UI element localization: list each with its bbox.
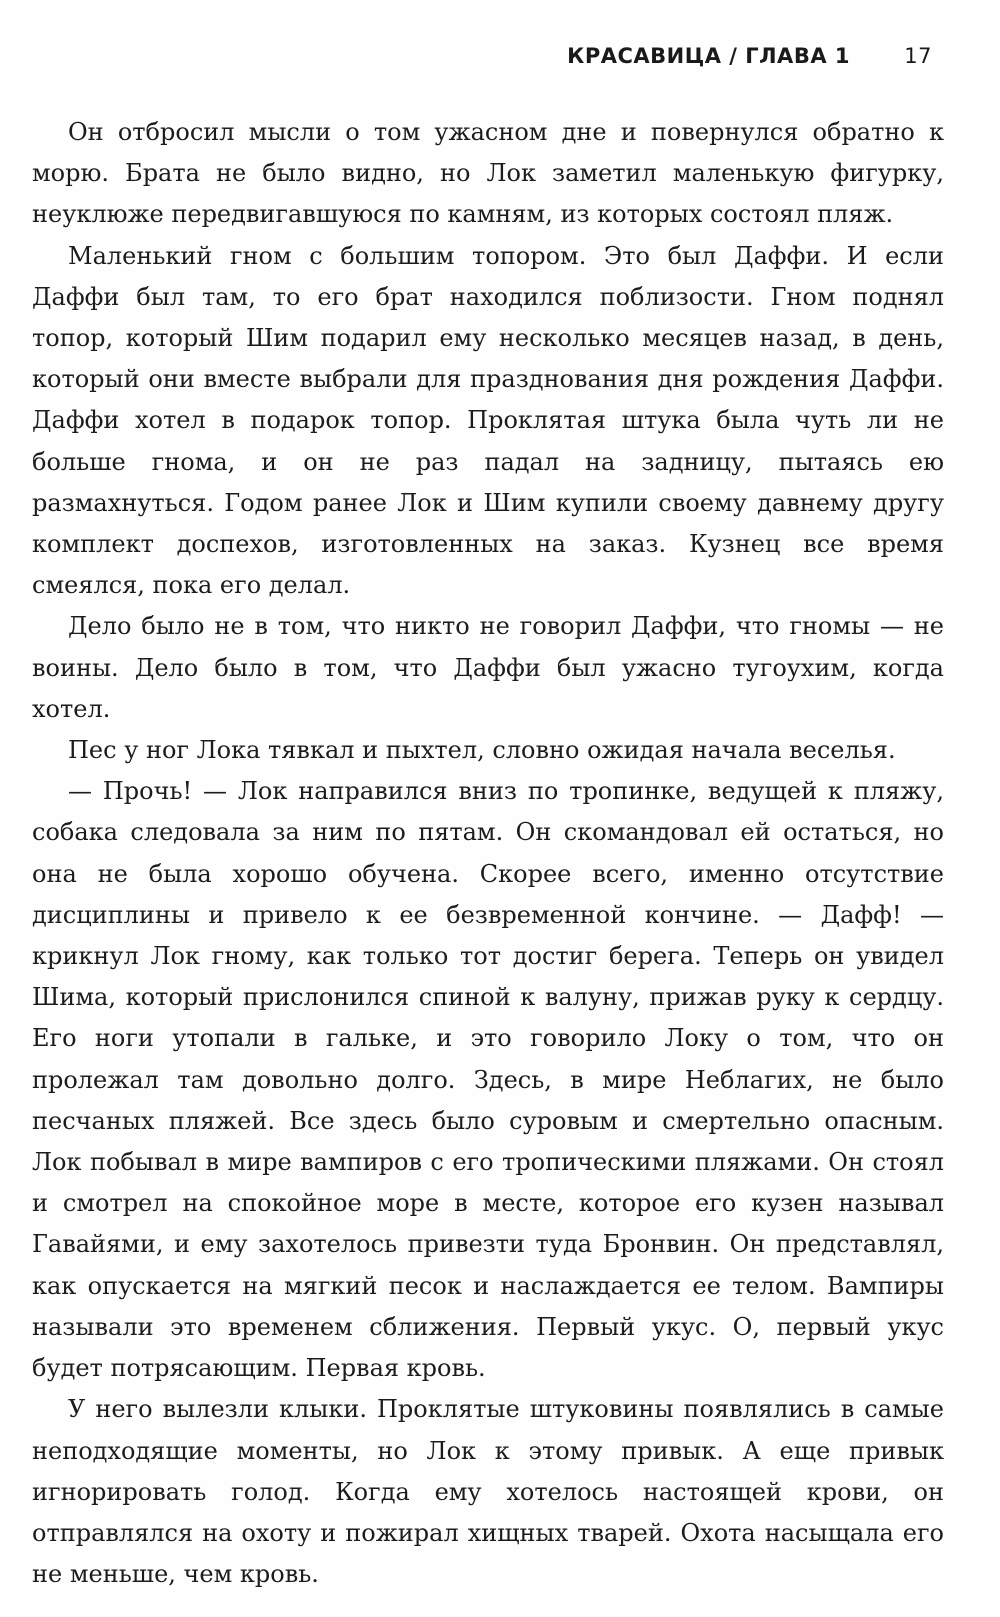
paragraph-5: — Прочь! — Лок направился вниз по тропинке, ведущей к пляжу, собака следовала за ним по пятам. Он скомандовал ей остаться, но она не была хорошо обучена. Скорее всего, именно отсутствие дисциплины и привело к ее безвременной кончине. — Дафф! — крикнул Лок гному, как только тот достиг берега. Теперь он увидел Шима, который прислонился спиной к валуну, прижав руку к сердцу. Его ноги утопали в гальке, и это говорило Локу о том, что он пролежал там довольно долго. Здесь, в мире Неблагих, не было песчаных пляжей. Все здесь было суровым и смертельно опасным. Лок побывал в мире вампиров с его тропическими пляжами. Он стоял и смотрел на спокойное море в месте, которое его кузен называл Гавайями, и ему захотелось привезти туда Бронвин. Он представлял, как опускается на мягкий песок и наслаждается ее телом. Вампиры называли это временем сближения. Первый укус. О, первый укус будет потрясающим. Первая кровь. bbox=[32, 777, 944, 1383]
chapter-title: КРАСАВИЦА / ГЛАВА 1 bbox=[567, 44, 850, 68]
paragraph-3: Дело было не в том, что никто не говорил Даффи, что гномы — не воины. Дело было в том, что Даффи был ужасно тугоухим, когда хотел. bbox=[32, 612, 944, 723]
body-text bbox=[32, 112, 944, 1595]
paragraph-4: Пес у ног Лока тявкал и пыхтел, словно ожидая начала веселья. bbox=[68, 736, 896, 765]
paragraph-2: Маленький гном с большим топором. Это был Даффи. И если Даффи был там, то его брат находился поблизости. Гном поднял топор, который Шим подарил ему несколько месяцев назад, в день, который они вместе выбрали для празднования дня рождения Даффи. Даффи хотел в подарок топор. Проклятая штука была чуть ли не больше гнома, и он не раз падал на задницу, пытаясь ею размахнуться. Годом ранее Лок и Шим купили своему давнему другу комплект доспехов, изготовленных на заказ. Кузнец все время смеялся, пока его делал. bbox=[32, 241, 944, 600]
running-head bbox=[0, 44, 1000, 84]
page-number: 17 bbox=[904, 44, 932, 68]
paragraph-6: У него вылезли клыки. Проклятые штуковины появлялись в самые неподходящие моменты, но Лок к этому привык. А еще привык игнорировать голод. Когда ему хотелось настоящей крови, он отправлялся на охоту и пожирал хищных тварей. Охота насыщала его не меньше, чем кровь. bbox=[32, 1395, 944, 1589]
paragraph-1: Он отбросил мысли о том ужасном дне и повернулся обратно к морю. Брата не было видно, но Лок заметил маленькую фигурку, неуклюже передвигавшуюся по камням, из которых состоял пляж. bbox=[32, 118, 944, 229]
